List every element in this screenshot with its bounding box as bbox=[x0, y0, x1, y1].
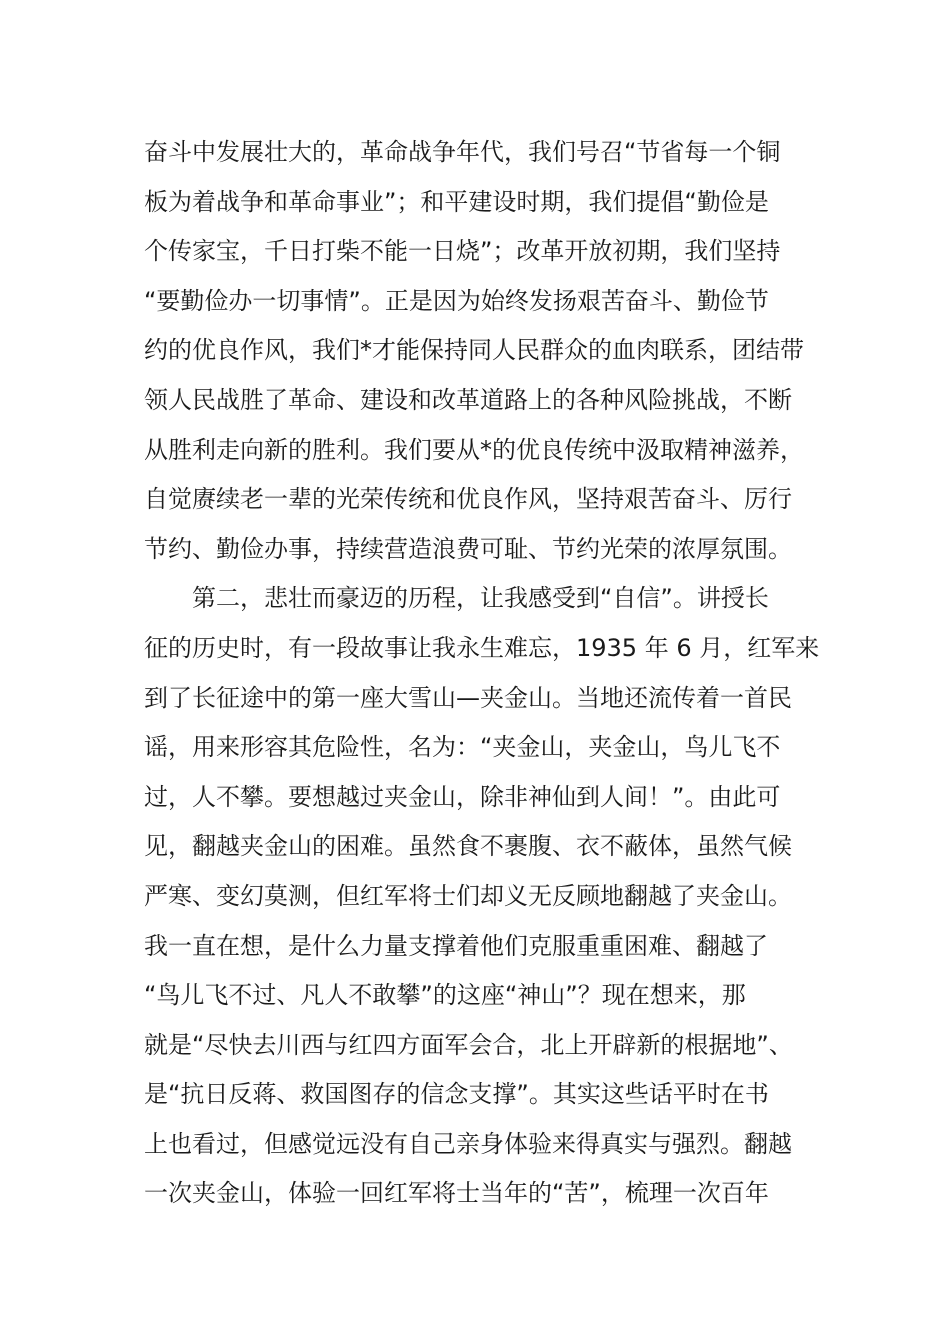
text-line: 过，人不攀。要想越过夹金山，除非神仙到人间！”。由此可 bbox=[144, 782, 781, 811]
text-line: 一次夹金山，体验一回红军将士当年的“苦”，梳理一次百年 bbox=[144, 1179, 769, 1208]
text-line: 板为着战争和革命事业”；和平建设时期，我们提倡“勤俭是 bbox=[144, 187, 769, 216]
text-line: 征的历史时，有一段故事让我永生难忘，1935 年 6 月，红军来 bbox=[144, 633, 820, 662]
text-line: 上也看过，但感觉远没有自己亲身体验来得真实与强烈。翻越 bbox=[144, 1129, 792, 1158]
text-line: 就是“尽快去川西与红四方面军会合，北上开辟新的根据地”、 bbox=[144, 1030, 793, 1059]
body-text bbox=[144, 128, 820, 1219]
text-line: 是“抗日反蒋、救国图存的信念支撑”。其实这些话平时在书 bbox=[144, 1080, 769, 1109]
text-line: 我一直在想，是什么力量支撑着他们克服重重困难、翻越了 bbox=[144, 931, 768, 960]
text-line: 约的优良作风，我们*才能保持同人民群众的血肉联系，团结带 bbox=[144, 336, 804, 365]
text-line: “要勤俭办一切事情”。正是因为始终发扬艰苦奋斗、勤俭节 bbox=[144, 286, 769, 315]
text-line: 节约、勤俭办事，持续营造浪费可耻、节约光荣的浓厚氛围。 bbox=[144, 534, 792, 563]
text-line: 第二，悲壮而豪迈的历程，让我感受到“自信”。讲授长 bbox=[144, 584, 769, 613]
text-line: 个传家宝，千日打柴不能一日烧”；改革开放初期，我们坚持 bbox=[144, 237, 781, 266]
text-line: 到了长征途中的第一座大雪山—夹金山。当地还流传着一首民 bbox=[144, 683, 792, 712]
text-line: 奋斗中发展壮大的，革命战争年代，我们号召“节省每一个铜 bbox=[144, 138, 781, 166]
text-line: 从胜利走向新的胜利。我们要从*的优良传统中汲取精神滋养， bbox=[144, 435, 804, 464]
text-line: 严寒、变幻莫测，但红军将士们却义无反顾地翻越了夹金山。 bbox=[144, 881, 792, 910]
text-line: 见，翻越夹金山的困难。虽然食不裹腹、衣不蔽体，虽然气候 bbox=[144, 832, 792, 861]
text-line: 谣，用来形容其危险性，名为：“夹金山，夹金山，鸟儿飞不 bbox=[144, 733, 781, 762]
text-line: 领人民战胜了革命、建设和改革道路上的各种风险挑战，不断 bbox=[144, 385, 792, 414]
text-line: “鸟儿飞不过、凡人不敢攀”的这座“神山”？现在想来，那 bbox=[144, 981, 746, 1010]
text-line: 自觉赓续老一辈的光荣传统和优良作风，坚持艰苦奋斗、厉行 bbox=[144, 485, 792, 514]
